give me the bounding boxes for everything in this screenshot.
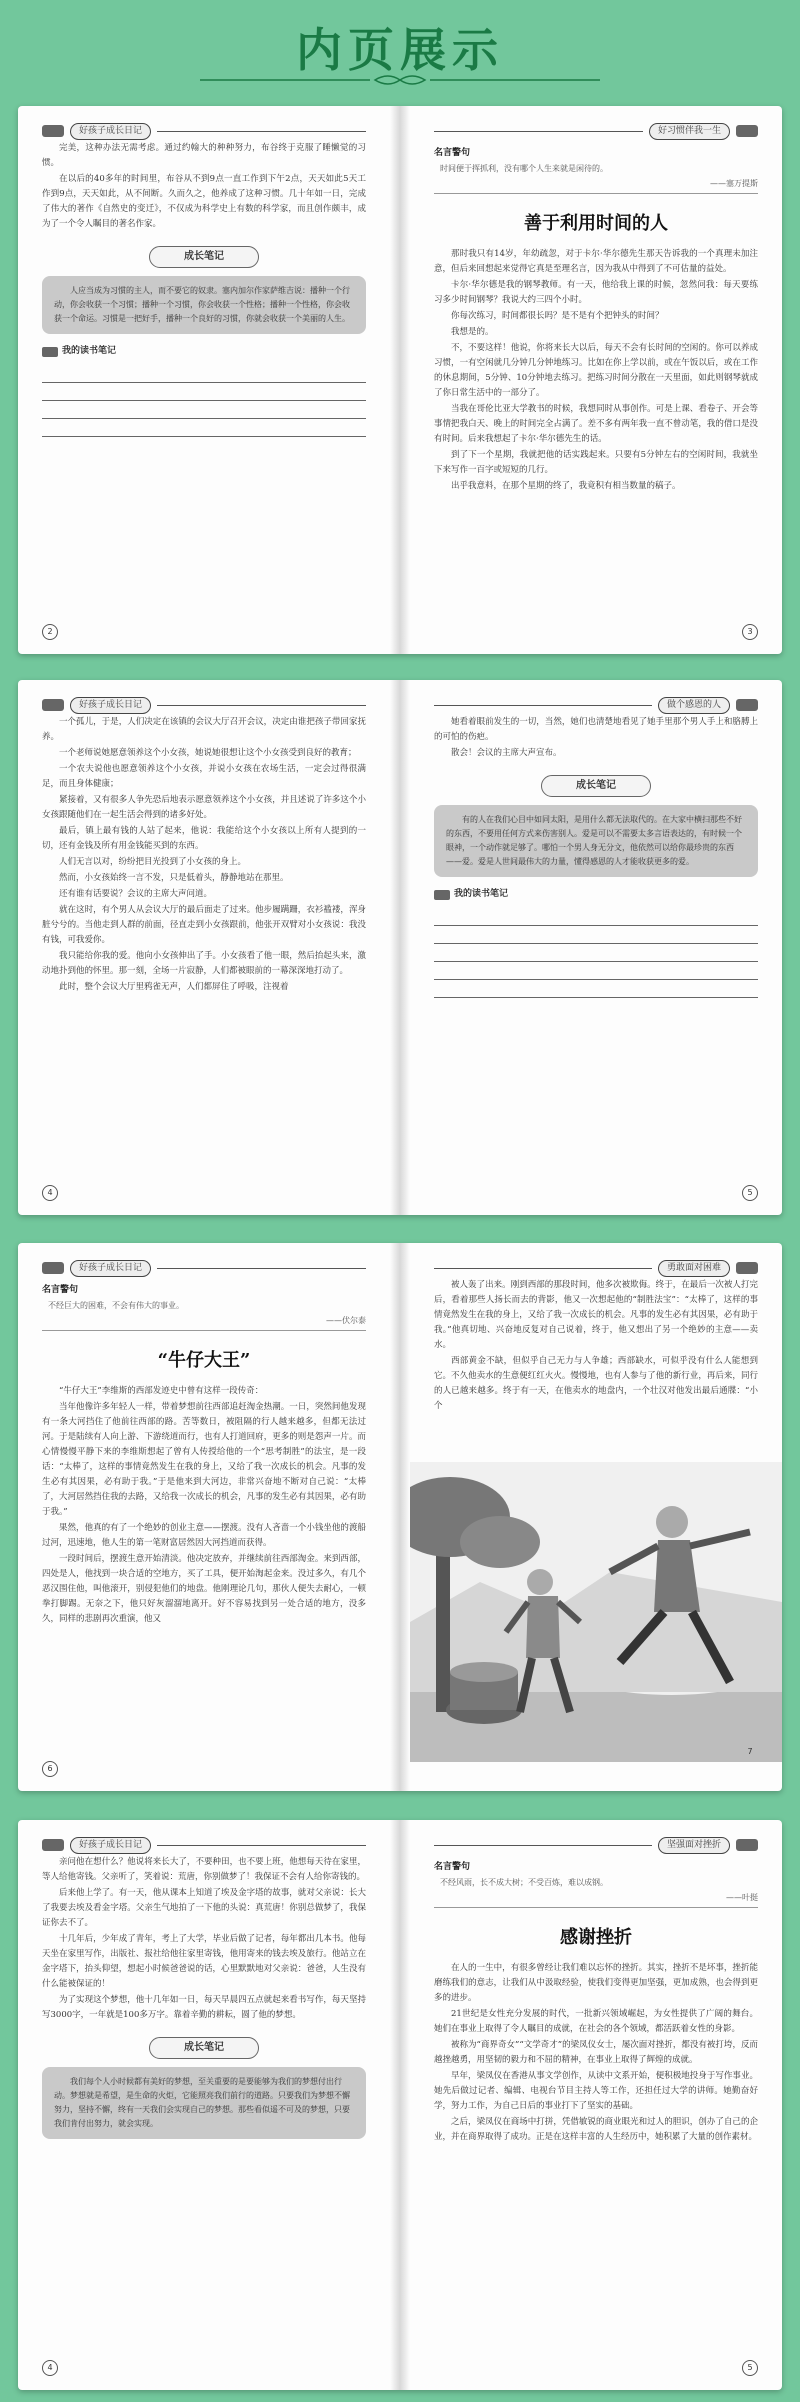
page-tag (42, 1259, 366, 1277)
paragraph: 紧接着，又有很多人争先恐后地表示愿意领养这个小女孩，并且述说了许多这个小女孩跟随他们在一起生活会得到的诸多好处。 (42, 795, 366, 820)
paragraph: 在以后的40多年的时间里，布谷从不到9点一直工作到下午2点，天天如此5天工作到9点，天天如此，从不间断。久而久之，他养成了这种习惯。几十年如一日，完成了伟大的著作《自然史的变迁》，不仅成为科学史上有数的科学家，而且创作颇丰，成为了一个令人瞩目的著名作家。 (42, 174, 366, 229)
paragraph: 当年他像许多年轻人一样，带着梦想前往西部追赶淘金热潮。一日，突然间他发现有一条大河挡住了他前往西部的路。苦等数日，被阻隔的行人越来越多，但都无法过河。于是陆续有人向上游、下游绕道而行，也有人打道回府，更多的则是怨声一片。而心情慢慢平静下来的李维斯想起了曾有人传授给他的一个“思考制胜”的法宝，是一段话：“太棒了，这样的事情竟然发生在我的身上，又给了我一次成长的机会。凡事的发生必有其因果，必有助于我。”于是他来到大河边，非常兴奋地不断对自己说：“太棒了，大河居然挡住我的去路，又给我一次成长的机会，凡事的发生必有其因果，必有助于我。” (42, 1402, 366, 1517)
page-2 (18, 106, 390, 654)
page-number: 7 (747, 1747, 753, 1756)
paragraph: 出乎我意料，在那个星期的终了，我竟积有相当数量的稿子。 (451, 481, 681, 491)
paragraph: 亲问他在想什么？他说将来长大了，不要种田，也不要上班，他想每天待在家里，等人给他寄钱。父亲听了，笑着说：荒唐，你别做梦了！我保证不会有人给你寄钱的。 (42, 1857, 366, 1882)
paragraph: 西部黄金不缺，但似乎自己无力与人争雄；西部缺水，可似乎没有什么人能想到它。不久他卖水的生意便红红火火。慢慢地，也有人参与了他的新行业，再后来，同行的人已越来越多。终于有一天，在他卖水的地盘内，一个壮汉对他发出最后通牒：“小个 (434, 1356, 758, 1411)
book-gutter (390, 1243, 410, 1791)
tag-label: 好孩子成长日记 (70, 1260, 151, 1277)
page-9 (410, 1820, 782, 2390)
paragraph: 在人的一生中，有很多曾经让我们难以忘怀的挫折。其实，挫折不是坏事，挫折能磨练我们的意志，让我们从中汲取经验，使我们变得更加坚强，更加成熟，也会得到更多的进步。 (434, 1963, 758, 2003)
reading-notes-label: 我的读书笔记 (454, 889, 509, 899)
note-line (434, 926, 758, 944)
tag-label: 好孩子成长日记 (70, 1837, 151, 1854)
note-line (434, 980, 758, 998)
paragraph: 为了实现这个梦想，他十几年如一日，每天早晨四五点就起来看书写作，每天坚持写3000字，一年就是100多万字。靠着辛勤的耕耘，圆了他的梦想。 (42, 1995, 366, 2020)
paragraph: 到了下一个星期，我就把他的话实践起来。只要有5分钟左右的空闲时间，我就坐下来写作一百字或短短的几行。 (434, 450, 758, 475)
book-icon (434, 890, 450, 900)
car-icon (736, 125, 758, 137)
book-gutter (390, 1820, 410, 2390)
reading-notes-heading (434, 887, 758, 902)
paragraph: 不，不要这样！他说，你将来长大以后，每天不会有长时间的空闲的。你可以养成习惯，一有空闲就几分钟几分钟地练习。比如在你上学以前，或在午饭以后，或在工作的休息期间，5分钟、10分钟地去练习。把练习时间分散在一天里面，如此则钢琴就成了你日常生活中的一部分了。 (434, 343, 758, 398)
paragraph: 完美，这种办法无需考虑。通过约翰大的种种努力，布谷终于克服了睡懒觉的习惯。 (42, 143, 366, 168)
car-icon (42, 699, 64, 711)
book-gutter (390, 106, 410, 654)
reading-notes-heading (42, 344, 366, 359)
page-number: 5 (742, 1185, 758, 1201)
paragraph: 我只能给你我的爱。他向小女孩伸出了手。小女孩看了他一眼，然后抬起头来，激动地扑到他的怀里。那一刻，全场一片寂静，人们都被眼前的一幕深深地打动了。 (42, 951, 366, 976)
page-number: 4 (42, 2360, 58, 2376)
motto-text: 时间便于挥抓利，没有哪个人生来就是闲待的。 (440, 164, 608, 173)
paragraph: “牛仔大王”李维斯的西部发迹史中曾有这样一段传奇： (59, 1386, 264, 1396)
note-line (42, 383, 366, 401)
paragraph: 一个农夫说他也愿意领养这个小女孩，并说小女孩在农场生活，一定会过得很满足，而且身体健康； (42, 764, 366, 789)
paragraph: 此时，整个会议大厅里鸦雀无声，人们都屏住了呼吸，注视着 (59, 982, 289, 992)
paragraph: 我想是的。 (451, 327, 494, 337)
page-6 (18, 1243, 390, 1791)
page-number: 2 (42, 624, 58, 640)
page-8 (18, 1820, 390, 2390)
paragraph: 被称为“商界奇女”“文学奇才”的梁凤仪女士，屡次面对挫折，都没有被打垮，反而越挫越勇，用坚韧的毅力和不屈的精神，在事业上取得了辉煌的成就。 (434, 2040, 758, 2065)
story-title: “牛仔大王” (157, 1350, 251, 1371)
tag-label: 做个感恩的人 (658, 697, 730, 714)
growth-notes-heading: 成长笔记 (149, 246, 259, 268)
paragraph: 她看着眼前发生的一切，当然，她们也清楚地看见了她手里那个男人手上和胳膊上的可怕的伤疤。 (434, 717, 758, 742)
page-number: 5 (742, 2360, 758, 2376)
paragraph: 散会！会议的主席大声宣布。 (451, 748, 562, 758)
note-line (434, 962, 758, 980)
page-tag (434, 1259, 758, 1277)
book-spread-1 (18, 106, 782, 654)
car-icon (736, 1262, 758, 1274)
reading-notes-label: 我的读书笔记 (62, 346, 117, 356)
page-number: 3 (742, 624, 758, 640)
tag-rule (157, 131, 366, 132)
page-tag (434, 696, 758, 714)
note-line (42, 401, 366, 419)
paragraph: 被人轰了出来。刚到西部的那段时间，他多次被欺侮。终于，在最后一次被人打完后，看着那些人扬长而去的背影，他又一次想起他的“制胜法宝”：“太棒了，这样的事情竟然发生在我的身上，又给了我一次成长的机会。凡事的发生必有其因果，必有助于我。”他真切地、兴奋地反复对自己说着，终于，他又想出了另一个绝妙的主意——卖水。 (434, 1280, 758, 1350)
page-header (0, 0, 800, 95)
paragraph: 一个老师说她愿意领养这个小女孩，她说她很想让这个小女孩受到良好的教育； (59, 748, 357, 758)
tag-label: 好孩子成长日记 (70, 123, 151, 140)
growth-notes-heading: 成长笔记 (541, 775, 651, 797)
paragraph: 之后，梁凤仪在商场中打拼，凭借敏锐的商业眼光和过人的胆识，创办了自己的企业，并在商界取得了成功。正是在这样丰富的人生经历中，她积累了大量的创作素材。 (434, 2117, 758, 2142)
page-number: 4 (42, 1185, 58, 1201)
note-line (42, 419, 366, 437)
tag-label: 好孩子成长日记 (70, 697, 151, 714)
paragraph: 人们无言以对，纷纷把目光投到了小女孩的身上。 (59, 857, 247, 867)
book-spread-2 (18, 680, 782, 1215)
paragraph: 十几年后，少年成了青年，考上了大学，毕业后做了记者，每年都出几本书。他每天坐在家里写作，出版社、报社给他往家里寄钱，他用寄来的钱去埃及旅行。他站立在金字塔下，抬头仰望，想起小时候爸爸说的话，心里默默地对父亲说：爸爸，人生没有什么能被保证的！ (42, 1934, 366, 1989)
tag-rule (157, 1845, 366, 1846)
tag-rule (434, 1268, 652, 1269)
book-spread-3 (18, 1243, 782, 1791)
car-icon (42, 1262, 64, 1274)
paragraph: 最后，镇上最有钱的人站了起来，他说：我能给这个小女孩以上所有人提到的一切，还有金钱及所有用金钱能买到的东西。 (42, 826, 366, 851)
tag-rule (434, 131, 643, 132)
paragraph: 一段时间后，摆渡生意开始清淡。他决定放弃，并继续前往西部淘金。来到西部，四处是人，他找到一块合适的空地方，买了工具，便开始淘起金来。没过多久，有几个恶汉围住他，叫他滚开，别侵犯他们的地盘。他刚理论几句，那伙人便失去耐心，一顿拳打脚踢。无奈之下，他只好灰溜溜地离开。好不容易找到另一处合适的地方，没多久，同样的悲剧再次重演，他又 (42, 1554, 366, 1624)
tag-label: 坚强面对挫折 (658, 1837, 730, 1854)
paragraph: 21世纪是女性充分发展的时代，一批新兴领域崛起，为女性提供了广阔的舞台。她们在事业上取得了令人瞩目的成就，在社会的各个领域，都活跃着女性的身影。 (434, 2009, 758, 2034)
page-7 (410, 1243, 782, 1791)
page-tag (434, 122, 758, 140)
story-title: 感谢挫折 (560, 1927, 632, 1948)
tag-rule (157, 705, 366, 706)
page-number: 6 (42, 1761, 58, 1777)
paragraph: 一个孤儿，于是，人们决定在该镇的会议大厅召开会议，决定由谁把孩子带回家抚养。 (42, 717, 366, 742)
car-icon (736, 1839, 758, 1851)
motto-author: ——叶挺 (434, 1890, 758, 1908)
growth-notes-box: 有的人在我们心目中如同太阳，是用什么都无法取代的。在大家中横扫那些不好的东西，不要用任何方式来伤害别人。爱是可以不需要太多言语表达的，有时候一个眼神，一个动作就足够了。哪怕一个男人身无分文，他依然可以给你最珍贵的东西——爱。爱是人世间最伟大的力量，懂得感恩的人才能收获更多的爱。 (434, 805, 758, 877)
car-icon (42, 125, 64, 137)
growth-notes-box: 我们每个人小时候都有美好的梦想，至关重要的是要能够为我们的梦想付出行动。梦想就是希望，是生命的火炬，它能照亮我们前行的道路。只要我们为梦想不懈努力，坚持不懈，终有一天我们会实现自己的梦想。那些看似遥不可及的梦想，只要我们肯付出努力，就会实现。 (42, 2067, 366, 2139)
paragraph: 早年，梁凤仪在香港从事文学创作，从读中文系开始，便积极地投身于写作事业。她先后做过记者、编辑、电视台节目主持人等工作，还担任过大学的讲师。她勤奋好学，努力工作，为自己日后的事业打下了坚实的基础。 (434, 2071, 758, 2111)
page-5 (410, 680, 782, 1215)
paragraph: 那时我只有14岁，年幼疏忽，对于卡尔·华尔德先生那天告诉我的一个真理未加注意，但后来回想起来觉得它真是至理名言，因为我从中得到了不可估量的益处。 (434, 249, 758, 274)
motto-heading: 名言警句 (42, 1285, 79, 1295)
paragraph: 然而，小女孩始终一言不发，只是低着头，静静地站在那里。 (59, 873, 289, 883)
book-icon (42, 347, 58, 357)
car-icon (736, 699, 758, 711)
paragraph: 还有谁有话要说？会议的主席大声问道。 (59, 889, 213, 899)
ornament-divider-icon (200, 72, 600, 88)
motto-heading: 名言警句 (434, 148, 471, 158)
tag-rule (434, 705, 652, 706)
paragraph: 卡尔·华尔德是我的钢琴教师。有一天，他给我上课的时候，忽然问我：每天要练习多少时间钢琴？我说大约三四个小时。 (434, 280, 758, 305)
cowboy-illustration (410, 1457, 782, 1767)
book-spread-4 (18, 1820, 782, 2390)
tag-label: 勇敢面对困难 (658, 1260, 730, 1277)
paragraph: 后来他上学了。有一天，他从课本上知道了埃及金字塔的故事，就对父亲说：长大了我要去埃及看金字塔。父亲生气地拍了一下他的头说：真荒唐！你别总做梦了，我保证你去不了。 (42, 1888, 366, 1928)
motto-author: ——伏尔泰 (42, 1313, 366, 1331)
motto-author: ——塞万提斯 (434, 176, 758, 194)
motto-text: 不经风雨，长不成大树；不受百炼，难以成钢。 (440, 1878, 608, 1887)
page-tag (42, 1836, 366, 1854)
motto-heading: 名言警句 (434, 1862, 471, 1872)
book-gutter (390, 680, 410, 1215)
growth-notes-box: 人应当成为习惯的主人，而不要它的奴隶。塞内加尔作家萨维吉说：播种一个行动，你会收获一个习惯；播种一个习惯，你会收获一个性格；播种一个性格，你会收获一个命运。习惯是一把好手，播种一个良好的习惯，你就会收获一个美丽的人生。 (42, 276, 366, 334)
note-line (42, 365, 366, 383)
note-line (434, 944, 758, 962)
paragraph: 果然，他真的有了一个绝妙的创业主意——摆渡。没有人吝啬一个小钱坐他的渡船过河，迅速地，他人生的第一笔财富居然因大河挡道而获得。 (42, 1523, 366, 1548)
page-tag (42, 122, 366, 140)
paragraph: 当我在哥伦比亚大学教书的时候，我想同时从事创作。可是上课、看卷子、开会等事情把我白天、晚上的时间完全占满了。差不多有两年我一直不曾动笔，我的借口是没有时间。后来我想起了卡尔·华尔德先生的话。 (434, 404, 758, 444)
paragraph: 你每次练习，时间都很长吗？是不是有个把钟头的时间？ (451, 311, 664, 321)
growth-notes-heading: 成长笔记 (149, 2037, 259, 2059)
page-tag (42, 696, 366, 714)
paragraph: 就在这时，有个男人从会议大厅的最后面走了过来。他步履蹒跚，衣衫褴褛，浑身脏兮兮的。当他走到人群的前面，径直走到小女孩跟前，他张开双臂对小女孩说：我没有钱，可我爱你。 (42, 905, 366, 945)
page-tag (434, 1836, 758, 1854)
page-4 (18, 680, 390, 1215)
tag-rule (434, 1845, 652, 1846)
tag-label: 好习惯伴我一生 (649, 123, 730, 140)
note-line (434, 908, 758, 926)
car-icon (42, 1839, 64, 1851)
story-title: 善于利用时间的人 (524, 213, 668, 234)
header-title: 内页展示 (296, 23, 504, 77)
tag-rule (157, 1268, 366, 1269)
motto-text: 不经巨大的困难，不会有伟大的事业。 (48, 1301, 184, 1310)
page-3 (410, 106, 782, 654)
